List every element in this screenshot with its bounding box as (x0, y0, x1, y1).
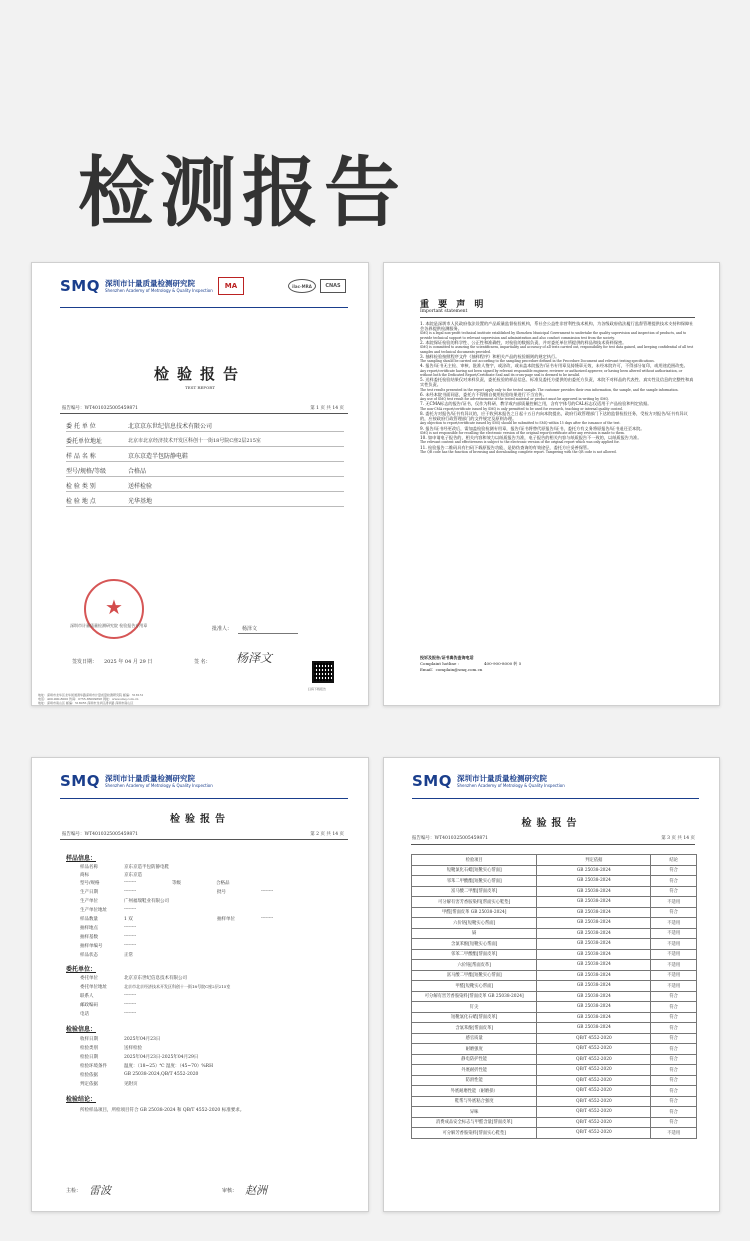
contact-person-row: 联系人 -------- (80, 993, 137, 999)
cell-basis: QB/T 4552-2020 (537, 1086, 651, 1097)
cell-basis: QB/T 4552-2020 (537, 1033, 651, 1044)
cell-result: 符合 (651, 1054, 697, 1065)
meta-rule (411, 844, 695, 845)
cell-item: 钉尖 (412, 1002, 537, 1013)
org-name-cn: 深圳市计量质量检测研究院 (456, 774, 547, 783)
inspector-sign: 主检： 雷波 (66, 1184, 112, 1197)
cell-result: 符合 (651, 1075, 697, 1086)
cell-basis: GB 25038-2024 (537, 928, 651, 939)
cell-basis: GB 25038-2024 (537, 1012, 651, 1023)
cell-item: 外底耐折性能 (412, 1065, 537, 1076)
col-basis: 判定依据 (537, 855, 651, 866)
paragraph-8: 8. 委托方对报告/证书有异议的，应于收到本报告之日起十五日内向本院提出，政府行政管理部门下达的监督检验任务，受检方对报告/证书有异议的，应按政府行政管理部门的文件规定及原则办理。 Any objection to report/certificate issued by SMQ should be submitted to SMQ within 15 days after the issuance of the test. (420, 410, 688, 426)
cell-item: 六价铬[短靴实心帮面] (412, 918, 537, 929)
cell-item: 邻苯二甲酸酯[短靴实心帮面] (412, 876, 537, 887)
cell-item: 可分解芳香胺染料[帮面实心鞋垫] (412, 1128, 537, 1139)
cell-item: 邻苯二甲酸酯[帮面皮革] (412, 949, 537, 960)
sampling-place-row: 抽样地点 -------- (80, 925, 137, 931)
cell-basis: QB/T 4552-2020 (537, 1075, 651, 1086)
cell-item: 感官质量 (412, 1033, 537, 1044)
cell-basis: GB 25038-2024 (537, 970, 651, 981)
report-number: 报告编号：WT4010325005459871 (412, 836, 488, 841)
statement-paragraphs (420, 321, 695, 454)
org-logo (60, 277, 213, 295)
table-row (412, 1033, 697, 1044)
sample-status-row: 样品状态 正常 (80, 953, 133, 958)
cell-basis: GB 25038-2024 (537, 949, 651, 960)
contact-email: Email：complain@smq.com.cn (420, 667, 483, 672)
cell-result: 符合 (651, 865, 697, 876)
paragraph-3: 3. 抽样检验按照程序文件《抽样程序》和相关产品的检验细则的规定执行。 The sampling should be carried out according to the sampling procedure defined in the Procedure Document and relevant testing specifications. (420, 353, 655, 363)
reviewer-sign: 审核： 赵洲 (222, 1184, 268, 1197)
cell-result: 符合 (651, 1117, 697, 1128)
cell-basis: GB 25038-2024 (537, 960, 651, 971)
table-row (412, 939, 697, 950)
cell-result: 符合 (651, 991, 697, 1002)
cell-basis: GB 25038-2024 (537, 939, 651, 950)
important-statement-page (383, 262, 720, 706)
cell-result: 不适用 (651, 981, 697, 992)
cell-item: 异味 (412, 1107, 537, 1118)
cell-result: 符合 (651, 1107, 697, 1118)
environment-row: 检验环境条件 温度：（18~25）℃ 湿度：（45~70）%RH (80, 1064, 213, 1069)
footer-line-1: 地址：深圳市龙华区龙华街道清华路深圳市计量质量检测研究院 邮编：518131 (38, 693, 144, 697)
table-row (412, 991, 697, 1002)
cell-result: 不适用 (651, 928, 697, 939)
cell-basis: QB/T 4552-2020 (537, 1096, 651, 1107)
conclusion-heading: 检验结论： (66, 1096, 97, 1103)
table-row (412, 1086, 697, 1097)
col-item: 检验项目 (412, 855, 537, 866)
approver-rule (238, 633, 298, 634)
meta-rule (60, 839, 348, 840)
cell-result: 符合 (651, 1033, 697, 1044)
grade-row: 等级 合格品 (172, 881, 230, 886)
cell-item: 外底耐磨性能（耐磨损） (412, 1086, 537, 1097)
smq-logo: SMQ (60, 277, 100, 295)
signature-label: 签 名： (194, 659, 211, 665)
cell-item: 可分解有害芳香胺染料[帮面皮革 GB 25038-2024] (412, 991, 537, 1002)
postcode-row: 邮政编码 -------- (80, 1002, 137, 1008)
table-row (412, 1128, 697, 1139)
table-row (412, 865, 697, 876)
cell-result: 符合 (651, 1012, 697, 1023)
manufacturer-row: 生产单位 广州福瑞鞋业有限公司 (80, 899, 169, 904)
page-number: 第 1 页 共 14 页 (310, 406, 344, 411)
cell-basis: GB 25038-2024 (537, 981, 651, 992)
table-row (412, 1107, 697, 1118)
paragraph-9: 9. 报告/证书经更改后，需加盖检验检测专用章，报告/证书将替代原报告/证书，委托方有义务将原报告/证书退还至本院。 SMQ is not responsible for recalling the electronic version of the original report/certificate after any revision is made to them. (420, 425, 645, 435)
manufacturer-address-row: 生产单位地址 -------- (80, 907, 137, 913)
cma-badge: MA (218, 277, 244, 295)
paragraph-1: 1. 本院是深圳市人民政府依法设置的产品质量监督检验机构，系社会公益性非营利性技术机构，为各级政府依法履行监督管理提供技术支持和保障社会各界提供检测服务。 SMQ is a legal non-profit technical institute established by Shenzhen Municipal Government to undertake the quality supervision and inspection of products, and to provide technical support to relevant supervision and administration and also conduct commission test from the society. (420, 321, 694, 340)
paragraph-11: 11. 检验报告二维码具有扫码下载原报告功能，是防伪查询的有效途径，委托方应妥善保管。 The QR code has the function of browsing and downloading complete report. Tampering with the QR code is not allowed. (420, 444, 617, 454)
cell-basis: GB 25038-2024 (537, 865, 651, 876)
cell-item: 甲醛[短靴实心帮面] (412, 981, 537, 992)
cell-basis: GB 25038-2024 (537, 918, 651, 929)
cell-result: 符合 (651, 907, 697, 918)
sampling-unit-row: 抽样单位 -------- (217, 916, 274, 922)
field-model: 型号/规格/等级 合格品 (66, 464, 344, 477)
report-info-page (31, 757, 369, 1212)
contact-title-en: Complaint hotline : (420, 661, 459, 666)
approver-signature: 杨泽文 (236, 651, 273, 665)
judgement-basis-row: 判定依据 见附页 (80, 1082, 138, 1087)
test-category-row: 检验类别 送样检验 (80, 1046, 142, 1051)
inspector-signature: 雷波 (89, 1184, 112, 1197)
cell-result: 符合 (651, 1096, 697, 1107)
table-row (412, 960, 697, 971)
cell-item: 短靴氯化石蜡[帮面皮革] (412, 1012, 537, 1023)
field-sample-name: 样 品 名 称 京东京造半包防静电鞋 (66, 449, 344, 462)
cell-item: 含氯苯酚[帮面皮革] (412, 1023, 537, 1034)
statement-rule (420, 317, 695, 318)
cell-item: 可分解有害芳香胺染料[帮面实心鞋垫] (412, 897, 537, 908)
receive-date-row: 收样日期 2025年04月23日 (80, 1037, 161, 1042)
table-row (412, 897, 697, 908)
org-name-en: Shenzhen Academy of Metrology & Quality Inspection (456, 783, 565, 788)
cell-result: 符合 (651, 876, 697, 887)
report-results-page (383, 757, 720, 1212)
paragraph-10: 10. 如申请电子报告的，相关内容和效力以纸质报告为准，电子报告的相关内容与纸质报告不一致的，以纸质报告为准。 The relevant content and effectiveness is subject to the electronic version of the original report which was only applied for. (420, 435, 642, 445)
cell-basis: GB 25038-2024 (537, 897, 651, 908)
client-row: 委托单位 北京京东世纪信息技术有限公司 (80, 976, 187, 981)
report-title: 检验报告 (170, 814, 230, 825)
org-name-en: Shenzhen Academy of Metrology & Quality Inspection (104, 783, 213, 788)
header-rule (60, 798, 348, 799)
seal-caption: 深圳市计量质量检测研究院 检验报告专用章 (70, 623, 148, 628)
paragraph-6: 6. 未经本院书面同意，委托方不得擅自使用检验结果进行不当宣传。 Any use of SMQ test result for advertisement of the tested material or product must be approved in writing by SMQ. (420, 391, 610, 401)
cnas-badge: CNAS (320, 279, 346, 293)
cell-result: 不适用 (651, 918, 697, 929)
report-number: 报告编号：WT4010325005459871 (62, 406, 138, 411)
org-name-cn: 深圳市计量质量检测研究院 (104, 279, 195, 288)
table-row (412, 1096, 697, 1107)
cell-item: 富马酸二甲酯[帮面皮革] (412, 886, 537, 897)
table-row (412, 928, 697, 939)
cell-item: 鞋帮与外底粘合强度 (412, 1096, 537, 1107)
cell-result: 不适用 (651, 1128, 697, 1139)
cell-result: 符合 (651, 1002, 697, 1013)
cell-item: 甲醛[帮面皮革 GB 25038-2024] (412, 907, 537, 918)
qr-code[interactable] (312, 661, 334, 683)
table-row (412, 1075, 697, 1086)
test-basis-row: 检验依据 GB 25038-2024,QB/T 4552-2020 (80, 1072, 199, 1078)
contact-title: 投诉及报告/证书真伪查询电话 (420, 655, 474, 660)
cell-basis: GB 25038-2024 (537, 1023, 651, 1034)
cell-result: 符合 (651, 1023, 697, 1034)
report-title: 检验报告 (153, 365, 246, 383)
cell-item: 消费成品安全标志与甲醛含量[帮面皮革] (412, 1117, 537, 1128)
test-section-heading: 检验信息： (66, 1026, 97, 1033)
org-logo (412, 772, 565, 790)
table-row (412, 876, 697, 887)
sample-name-row: 样品名称 京东京造半包防静电鞋 (80, 865, 169, 870)
table-row (412, 907, 697, 918)
cell-basis: QB/T 4552-2020 (537, 1054, 651, 1065)
footer-line-2: 电话：400-900-8000 传真：0755-86009898 网址：www.smq.com.cn (38, 697, 139, 701)
statement-heading: 重 要 声 明 (420, 300, 487, 310)
footer-line-3: 地址：深圳市南山区 邮编：518055 深圳市龙华区清华路 深圳市南山区 (38, 701, 134, 705)
meta-rule (60, 413, 348, 414)
paragraph-7: 7. 无CMA标志的报告/证书，仅作为科研、教学或内部质量控制之用，含有字体号的CAL标志仅适用于产品检验和判定依据。 The non-CMA report/certificate issued by SMQ is only permitted to be used for research, teaching or internal quality control. (420, 401, 652, 411)
approver-name: 杨泽文 (242, 626, 258, 632)
table-row (412, 1054, 697, 1065)
sample-quantity-row: 样品数量 1 双 (80, 917, 133, 922)
statement-heading-en: Important statement (420, 309, 468, 314)
client-address-row: 委托单位地址 北京市北京经济技术开发区科创十一街18号院C座2层215室 (80, 984, 231, 990)
conclusion-text: 所检样品项目，所检项目符合 GB 25038-2024 和 QB/T 4552-2020 标准要求。 (80, 1108, 245, 1113)
paragraph-2: 2. 本院保证检验的科学性、公正性和准确性，对检验的数据负责，并对委托单位所提供的样品和技术资料保密。 SMQ is committed to assuring the scientificness, impartiality and accuracy of all tests carried out, responsibility for test data gained, and keeping confidential of all test samples and technical documents provided. (420, 340, 694, 354)
sampling-base-row: 抽样基数 -------- (80, 934, 137, 940)
org-name-cn: 深圳市计量质量检测研究院 (104, 774, 195, 783)
cell-result: 不适用 (651, 960, 697, 971)
cell-item: 短靴氯化石蜡[短靴实心帮面] (412, 865, 537, 876)
cell-result: 符合 (651, 1086, 697, 1097)
report-title: 检验报告 (521, 818, 582, 829)
cell-basis: QB/T 4552-2020 (537, 1128, 651, 1139)
smq-logo: SMQ (412, 772, 452, 790)
paragraph-4: 4. 报告/证书无主检、审核、批准人签字，或涂改，或未盖本院报告/证书专用章及骑缝章无效，未经本院许可，不得部分复印，或用途范围改变。 Any report/certificate having not been signed by relevant responsible engineer, reviewer or authorized approver, or having been altered without authorization, or without both the Dedicated Report/Certificate Seal and its cross-page seal is deemed to be invalid. (420, 363, 688, 377)
table-row (412, 1117, 697, 1128)
table-row (412, 918, 697, 929)
cell-item: 耐磨强度 (412, 1044, 537, 1055)
header-rule (412, 798, 699, 799)
reviewer-signature: 赵洲 (245, 1184, 268, 1197)
table-header-row (412, 855, 697, 866)
org-logo (60, 772, 213, 790)
page-number: 第 3 页 共 14 页 (661, 836, 695, 841)
table-row (412, 1023, 697, 1034)
cell-item: 防滑性能 (412, 1075, 537, 1086)
batch-row: 批号 -------- (217, 889, 274, 895)
field-test-location: 检 验 地 点 光华基地 (66, 494, 344, 507)
cell-item: 静电防护性能 (412, 1054, 537, 1065)
hero-title: 检测报告 (78, 148, 406, 237)
model-row: 型号/规格 -------- (80, 880, 137, 886)
cell-result: 不适用 (651, 897, 697, 908)
trademark-row: 商标 京东京造 (80, 873, 142, 878)
cell-result: 符合 (651, 1044, 697, 1055)
cell-result: 不适用 (651, 939, 697, 950)
table-row (412, 1012, 697, 1023)
table-row (412, 981, 697, 992)
results-table (411, 854, 697, 1139)
report-cover-page (31, 262, 369, 706)
table-row (412, 949, 697, 960)
phone-row: 电话 -------- (80, 1011, 137, 1017)
field-client-address: 委托单位地址 北京市北京经济技术开发区科创十一街18号院C座2层215室 (66, 434, 344, 447)
contact-phone: 400-900-8000 转 5 (484, 661, 522, 666)
page-number: 第 2 页 共 14 页 (310, 832, 344, 837)
cell-basis: GB 25038-2024 (537, 1002, 651, 1013)
issue-date: 2025 年 04 月 29 日 (104, 659, 153, 665)
table-row (412, 886, 697, 897)
cell-item: 六价铬[帮面皮革] (412, 960, 537, 971)
cell-result: 符合 (651, 886, 697, 897)
cell-item: 含氯苯酚[短靴实心帮面] (412, 939, 537, 950)
cell-basis: GB 25038-2024 (537, 876, 651, 887)
table-row (412, 970, 697, 981)
table-row (412, 1044, 697, 1055)
cell-result: 符合 (651, 1065, 697, 1076)
client-section-heading: 委托单位： (66, 966, 97, 973)
smq-logo: SMQ (60, 772, 100, 790)
ilac-badge: ilac-MRA (288, 279, 316, 293)
cell-basis: GB 25038-2024 (537, 991, 651, 1002)
production-date-row: 生产日期 -------- (80, 889, 137, 895)
table-row (412, 1002, 697, 1013)
official-seal (84, 579, 144, 639)
cell-item: 富马酸二甲酯[短靴实心帮面] (412, 970, 537, 981)
field-test-category: 检 验 类 别 送样检验 (66, 479, 344, 492)
sampling-number-row: 抽样单编号 -------- (80, 943, 137, 949)
table-row (412, 1065, 697, 1076)
cell-item: 镉 (412, 928, 537, 939)
report-subtitle: TEST REPORT (185, 385, 215, 390)
field-client: 委 托 单 位 北京京东世纪信息技术有限公司 (66, 419, 344, 432)
qr-caption: 扫码下载报告 (308, 687, 327, 691)
cell-basis: GB 25038-2024 (537, 907, 651, 918)
approver-label: 批准人： (212, 626, 233, 632)
header-rule (60, 307, 348, 308)
cell-basis: QB/T 4552-2020 (537, 1117, 651, 1128)
org-name-en: Shenzhen Academy of Metrology & Quality Inspection (104, 288, 213, 293)
cell-basis: QB/T 4552-2020 (537, 1107, 651, 1118)
col-result: 结论 (651, 855, 697, 866)
cell-basis: QB/T 4552-2020 (537, 1065, 651, 1076)
cell-result: 不适用 (651, 970, 697, 981)
cell-result: 不适用 (651, 949, 697, 960)
cell-basis: GB 25038-2024 (537, 886, 651, 897)
issue-date-label: 签发日期： (72, 659, 98, 665)
paragraph-5: 5. 送样委托检验结果仅对来样负责，委托检验的样品信息、标准及委托方提供的由委托方负责，本院不对样品的代表性、真实性及信息的完整性和真实性负责。 The test results presented in the report apply only to the tested sample. The customer provides their own information, the sample, and the sample information. (420, 377, 694, 392)
hero-banner (0, 0, 750, 258)
cell-basis: QB/T 4552-2020 (537, 1044, 651, 1055)
sample-section-heading: 样品信息： (66, 855, 97, 862)
report-number: 报告编号：WT4010325005459871 (62, 832, 138, 837)
test-date-row: 检验日期 2025年04月23日-2025年04月29日 (80, 1055, 199, 1060)
